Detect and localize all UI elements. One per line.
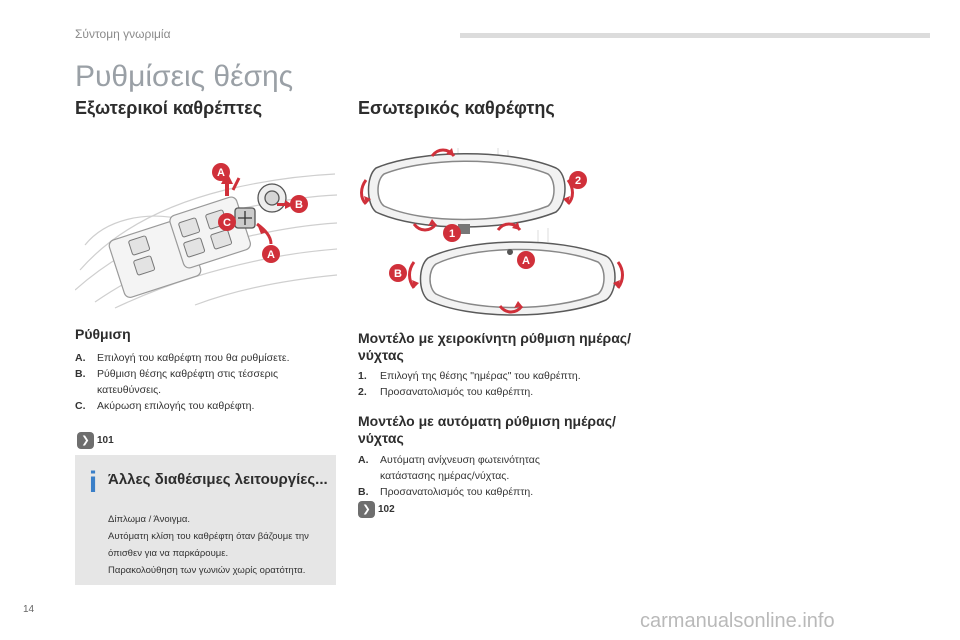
label-a-bottom: A	[267, 249, 275, 261]
door-mirror-control-illustration	[75, 150, 337, 310]
list-item: 2. Προσανατολισμός του καθρέπτη.	[358, 386, 534, 398]
list-item: B. Προσανατολισμός του καθρέπτη.	[358, 486, 534, 498]
page-title: Ρυθμίσεις θέσης	[75, 60, 294, 93]
info-text: Δίπλωμα / Άνοιγμα. Αυτόματη κλίση του καθρέφτη όταν βάζουμε την όπισθεν για να παρκάρουμε. Παρακολούθηση των γωνιών χωρίς ορατότητα.	[108, 514, 309, 576]
auto-model-list	[358, 452, 598, 500]
adjustment-list	[75, 350, 337, 414]
label-b: B	[295, 199, 303, 211]
header-rule	[460, 33, 930, 38]
page-number: 14	[23, 604, 35, 615]
auto-model-title: Μοντέλο με αυτόματη ρύθμιση ημέρας/νύχτας	[358, 413, 616, 446]
label-a-top: A	[217, 167, 225, 179]
adjustment-title: Ρύθμιση	[75, 326, 131, 342]
interior-mirror-illustration	[358, 140, 628, 320]
list-item: 1. Επιλογή της θέσης "ημέρας" του καθρέπτη.	[358, 370, 581, 382]
label-c: C	[223, 217, 231, 229]
info-title: Άλλες διαθέσιμες λειτουργίες...	[108, 471, 328, 488]
manual-model-title: Μοντέλο με χειροκίνητη ρύθμιση ημέρας/νύχτας	[358, 330, 631, 363]
list-item: A. Επιλογή του καθρέφτη που θα ρυθμίσετε.	[75, 352, 290, 364]
interior-mirror-title: Εσωτερικός καθρέφτης	[358, 98, 555, 118]
list-item: A. Αυτόματη ανίχνευση φωτεινότητας κατάστασης ημέρας/νύχτας.	[358, 454, 540, 482]
page-link-icon: ❯	[358, 501, 375, 518]
page-link-icon: ❯	[77, 432, 94, 449]
watermark: carmanualsonline.info	[640, 610, 835, 632]
label-b-interior: B	[394, 268, 402, 280]
label-1: 1	[448, 228, 456, 240]
exterior-mirrors-title: Εξωτερικοί καθρέπτες	[75, 98, 263, 118]
page-reference-102[interactable]: ❯ 102	[358, 501, 395, 518]
header-title: Σύντομη γνωριμία	[75, 27, 171, 41]
label-a: A	[522, 255, 530, 267]
info-icon: i	[88, 466, 98, 499]
list-item: C. Ακύρωση επιλογής του καθρέφτη.	[75, 400, 255, 412]
label-2: 2	[574, 175, 582, 187]
page-reference-101[interactable]: ❯ 101	[77, 432, 114, 449]
list-item: B. Ρύθμιση θέσης καθρέφτη στις τέσσερις κατευθύνσεις.	[75, 368, 279, 396]
manual-model-list	[358, 368, 638, 400]
